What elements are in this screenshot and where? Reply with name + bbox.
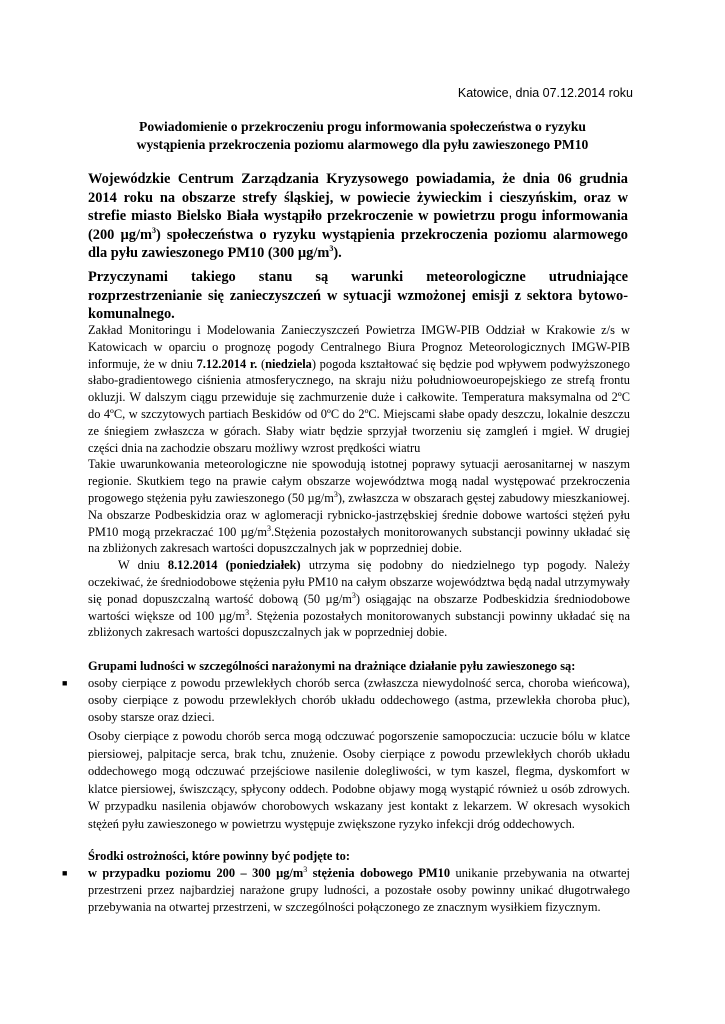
forecast-p1-text-b: (: [257, 356, 266, 371]
forecast-p3-text-c: ) osiągając na obszarze Podbeskidzia średniodobowe wartości większe od 100 µg/m: [88, 591, 630, 623]
forecast-p1-day: niedziela: [265, 356, 312, 371]
forecast-p2-sup-1: 3: [333, 489, 338, 499]
measures-heading: Środki ostrożności, które powinny być podjęte to:: [88, 849, 350, 863]
measures-bold-a: w przypadku poziomu 200 – 300 µg/m: [88, 866, 304, 880]
lead-sup-1: 3: [152, 225, 156, 235]
symptoms-paragraph: Osoby cierpiące z powodu chorób serca mogą odczuwać pogorszenie samopoczucia: uczucie bólu w klatce piersiowej, palpitacje serca, brak tchu, znużenie. Osoby cierpiące z powodu przewlekłych chorób układu oddechowego mogą odczuwać przejściowe nasilenie dolegliwości, w tym kaszel, flegma, dyskomfort w klatce piersiowej, świszczący, spłycony oddech. Podobne objawy mogą wystąpić również u osób zdrowych. W przypadku nasilenia objawów chorobowych wskazany jest kontakt z lekarzem. W okresach wysokich stężeń pyłu zawieszonego w powietrzu występuje zwiększone ryzyko infekcji dróg oddechowych.: [88, 729, 630, 831]
measures-bold-sup: 3: [303, 864, 308, 874]
cause-paragraph: Przyczynami takiego stanu są warunki meteorologiczne utrudniające rozprzestrzenianie się zanieczyszczeń w sytuacji wzmożonej emisji z sektora bytowo-komunalnego.: [88, 269, 628, 322]
square-bullet-icon: ■: [62, 868, 68, 878]
forecast-paragraph-1: [88, 322, 630, 456]
measures-bullet-item: [62, 865, 630, 915]
forecast-p2-sup-2: 3: [267, 523, 272, 533]
forecast-paragraph-3: [88, 557, 630, 641]
forecast-p1-text-a: Zakład Monitoringu i Modelowania Zanieczyszczeń Powietrza IMGW-PIB Oddział w Krakowie z/s w Katowicach w oparciu o prognozę pogody Centralnego Biura Prognoz Meteorologicznych IMGW-PIB informuje, że w dniu: [88, 323, 630, 371]
forecast-p3-sup-2: 3: [245, 607, 250, 617]
lead-sup-2: 3: [329, 244, 334, 254]
forecast-p2-text-c: .Stężenia pozostałych monitorowanych substancji powinny układać się na zbliżonych zakresach wartości dopuszczalnych jak w poprzedniej dobie.: [88, 524, 631, 556]
forecast-p3-date: 8.12.2014 (poniedziałek): [167, 558, 301, 573]
lead-text-1: Wojewódzkie Centrum Zarządzania Kryzysowego powiadamia, że dnia 06 grudnia 2014 roku na obszarze strefy śląskiej, w powiecie żywieckim i cieszyńskim, oraz w strefie miasto Bielsko Biała wystąpiło przekroczenie w powietrzu progu informowania (200 µg/m: [88, 171, 628, 243]
groups-heading: Grupami ludności w szczególności narażonymi na drażniące działanie pyłu zawieszonego są:: [88, 659, 576, 673]
forecast-p3-sup-1: 3: [351, 590, 356, 600]
title-line-1: Powiadomienie o przekroczeniu progu informowania społeczeństwa o ryzyku: [139, 119, 586, 134]
forecast-p2-text-a: Takie uwarunkowania meteorologiczne nie spowodują istotnej poprawy sytuacji aerosanitarnej w naszym regionie. Skutkiem tego na prawie całym obszarze województwa mogą nadal występować przekroczenia progowego stężenia pyłu zawieszonego (50 µg/m: [88, 457, 630, 505]
forecast-paragraph-2: [88, 456, 630, 557]
forecast-p3-text-d: . Stężenia pozostałych monitorowanych substancji powinny układać się na zbliżonych zakresach wartości dopuszczalnych jak w poprzedniej dobie.: [88, 608, 630, 640]
groups-bullet-item: [62, 675, 630, 725]
lead-text-3: ).: [333, 245, 342, 261]
forecast-p1-date: 7.12.2014 r.: [196, 356, 258, 371]
lead-paragraph: [88, 170, 628, 263]
measures-bullet-text: [88, 865, 630, 915]
forecast-p2-text-b: ), zwłaszcza w obszarach gęstej zabudowy mieszkaniowej. Na obszarze Podbeskidzia oraz w aglomeracji rybnicko-jastrzębskiej średnie dobowe wartości stężeń pyłu PM10 mogą przekraczać 100 µg/m: [88, 490, 630, 539]
forecast-p3-text-a: W dniu: [118, 558, 168, 573]
title-line-2: wystąpienia przekroczenia poziomu alarmowego dla pyłu zawieszonego PM10: [136, 137, 589, 152]
lead-text-2: ) społeczeństwa o ryzyku wystąpienia przekroczenia poziomu alarmowego dla pyłu zawieszonego PM10 (300 µg/m: [88, 226, 628, 261]
forecast-p1-text-c: ) pogoda kształtować się będzie pod wpływem podwyższonego słabo-gradientowego ciśnienia atmosferycznego, na skraju niżu południowoeuropejskiego ze strefą frontu okluzji. W dalszym ciągu przewiduje się zachmurzenie duże i całkowite. Temperatura maksymalna od 2ºC do 4ºC, w szczytowych partiach Beskidów od 0ºC do 2ºC. Miejscami słabe opady deszczu, lokalnie deszczu ze śniegiem zwłaszcza w górach. Słaby wiatr będzie sprzyjał tworzeniu się zamgleń i mgieł. W drugiej części dnia na zachodzie obszaru możliwy wzrost prędkości wiatru: [88, 356, 630, 455]
document-title: [100, 118, 625, 154]
square-bullet-icon: ■: [62, 678, 68, 688]
forecast-p3-text-b: utrzyma się podobny do niedzielnego typ pogody. Należy oczekiwać, że średniodobowe stężenia pyłu PM10 na całym obszarze województwa będą nadal utrzymywały się ponad dopuszczalną wartość dobową (50 µg/m: [88, 558, 630, 606]
forecast-section: [88, 322, 630, 641]
place-date: Katowice, dnia 07.12.2014 roku: [457, 86, 633, 100]
measures-text: unikanie przebywania na otwartej przestrzeni przez najbardziej narażone grupy ludności, a pozostałe osoby powinny unikać długotrwałego przebywania na otwartej przestrzeni, w szczególności połączonego ze znacznym wysiłkiem fizycznym.: [88, 866, 630, 914]
measures-bold-b: stężenia dobowego PM10: [307, 866, 451, 880]
groups-bullet-text: osoby cierpiące z powodu przewlekłych chorób serca (zwłaszcza niewydolność serca, choroba wieńcowa), osoby cierpiące z powodu przewlekłych chorób układu oddechowego (astma, przewlekła choroba płuc), osoby starsze oraz dzieci.: [88, 676, 630, 724]
